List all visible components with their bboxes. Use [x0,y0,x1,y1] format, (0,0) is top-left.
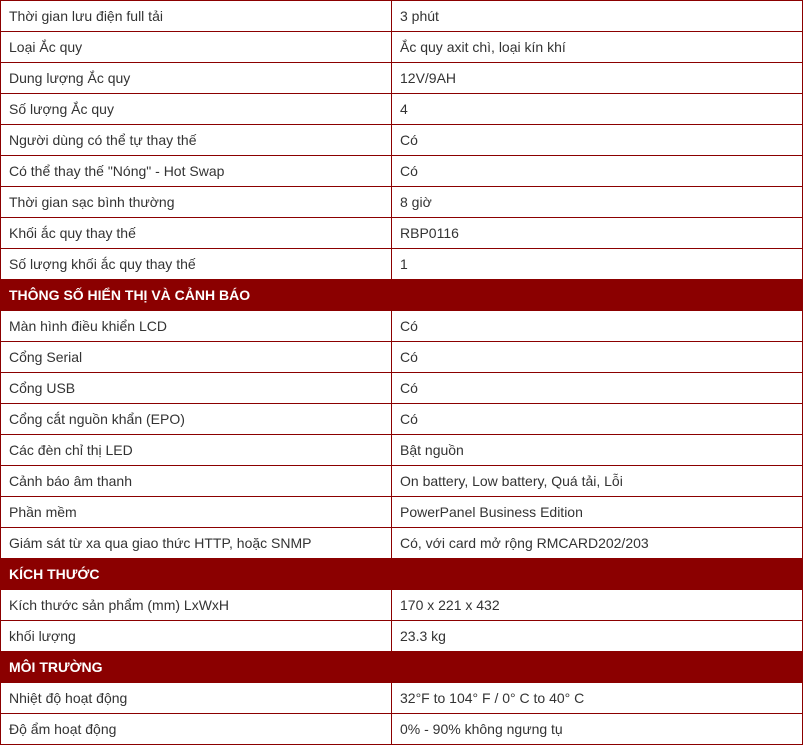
spec-label: Màn hình điều khiển LCD [1,311,392,342]
section-header-row [1,559,803,590]
table-row [1,404,803,435]
spec-value: Ắc quy axit chì, loại kín khí [392,32,803,63]
spec-label: Độ ẩm hoạt động [1,714,392,745]
spec-value: 170 x 221 x 432 [392,590,803,621]
spec-label: Nhiệt độ hoạt động [1,683,392,714]
table-row [1,590,803,621]
section-header: THÔNG SỐ HIỂN THỊ VÀ CẢNH BÁO [1,280,803,311]
table-row [1,714,803,745]
table-row [1,466,803,497]
table-row [1,156,803,187]
spec-value: PowerPanel Business Edition [392,497,803,528]
spec-label: Cổng USB [1,373,392,404]
spec-value: Bật nguồn [392,435,803,466]
table-row [1,342,803,373]
spec-label: Có thể thay thế "Nóng" - Hot Swap [1,156,392,187]
table-row [1,187,803,218]
table-row [1,63,803,94]
table-row [1,94,803,125]
table-row [1,683,803,714]
spec-value: Có [392,156,803,187]
spec-value: 12V/9AH [392,63,803,94]
table-row [1,125,803,156]
table-row [1,32,803,63]
table-row [1,497,803,528]
spec-value: On battery, Low battery, Quá tải, Lỗi [392,466,803,497]
spec-label: Số lượng Ắc quy [1,94,392,125]
spec-label: Cảnh báo âm thanh [1,466,392,497]
spec-value: Có [392,404,803,435]
table-row [1,621,803,652]
spec-value: 4 [392,94,803,125]
spec-value: RBP0116 [392,218,803,249]
spec-label: Các đèn chỉ thị LED [1,435,392,466]
spec-table-body [1,1,803,745]
spec-value: 0% - 90% không ngưng tụ [392,714,803,745]
spec-value: 23.3 kg [392,621,803,652]
spec-label: Thời gian lưu điện full tải [1,1,392,32]
table-row [1,528,803,559]
spec-label: Cổng cắt nguồn khẩn (EPO) [1,404,392,435]
spec-value: Có [392,373,803,404]
spec-value: 3 phút [392,1,803,32]
spec-label: Khối ắc quy thay thế [1,218,392,249]
table-row [1,311,803,342]
spec-label: Kích thước sản phẩm (mm) LxWxH [1,590,392,621]
table-row [1,1,803,32]
spec-label: Loại Ắc quy [1,32,392,63]
spec-value: Có [392,125,803,156]
spec-value: 8 giờ [392,187,803,218]
table-row [1,249,803,280]
spec-label: Người dùng có thể tự thay thế [1,125,392,156]
spec-value: Có [392,311,803,342]
spec-label: khối lượng [1,621,392,652]
spec-label: Số lượng khối ắc quy thay thế [1,249,392,280]
spec-value: Có, với card mở rộng RMCARD202/203 [392,528,803,559]
table-row [1,218,803,249]
table-row [1,435,803,466]
spec-label: Thời gian sạc bình thường [1,187,392,218]
spec-value: 32°F to 104° F / 0° C to 40° C [392,683,803,714]
spec-label: Giám sát từ xa qua giao thức HTTP, hoặc SNMP [1,528,392,559]
section-header-row [1,652,803,683]
spec-value: Có [392,342,803,373]
spec-label: Cổng Serial [1,342,392,373]
section-header: KÍCH THƯỚC [1,559,803,590]
section-header-row [1,280,803,311]
spec-label: Phần mềm [1,497,392,528]
table-row [1,373,803,404]
spec-value: 1 [392,249,803,280]
spec-label: Dung lượng Ắc quy [1,63,392,94]
section-header: MÔI TRƯỜNG [1,652,803,683]
